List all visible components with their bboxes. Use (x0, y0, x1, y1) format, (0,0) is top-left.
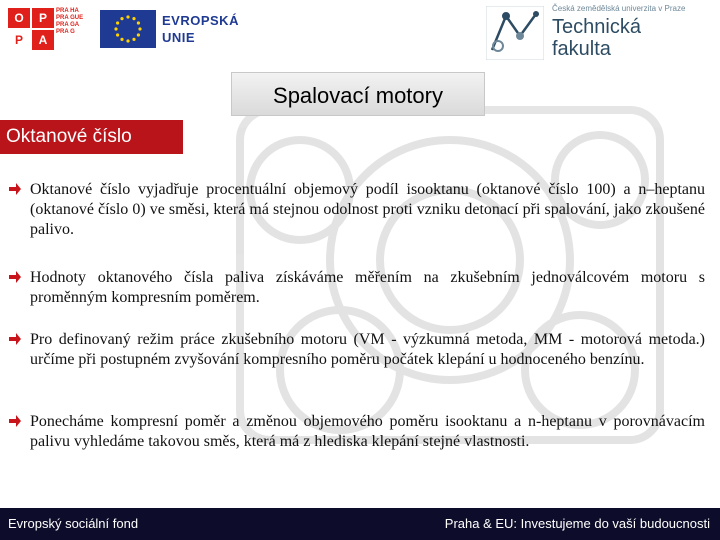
praha-row: PRA G (56, 29, 75, 35)
eu-flag-icon (100, 10, 156, 48)
faculty-name-line: fakulta (552, 38, 611, 60)
eu-label-line: EVROPSKÁ (162, 13, 239, 28)
arrow-bullet-icon (8, 414, 22, 428)
bullet-text: Hodnoty oktanového čísla paliva získáváme měřením na zkušebním jednoválcovém motoru s proměnným kompresním poměrem. (30, 269, 705, 306)
faculty-logo-icon (486, 6, 544, 60)
opp-letter: P (8, 30, 30, 50)
faculty-name (552, 16, 641, 60)
eu-label (162, 12, 239, 46)
eu-label-line: UNIE (162, 30, 196, 45)
section-heading: Oktanové číslo (6, 126, 132, 147)
arrow-bullet-icon (8, 182, 22, 196)
section-heading-box (0, 120, 183, 154)
footer-right-text: Praha & EU: Investujeme do vaší budoucnosti (444, 516, 710, 531)
opp-letter: P (32, 8, 54, 28)
praha-row: PRA GA (56, 22, 80, 28)
faculty-name-line: Technická (552, 16, 641, 38)
footer-bar (0, 508, 720, 540)
praha-logo (56, 8, 96, 50)
title-box (231, 72, 485, 116)
praha-row: PRA GUE (56, 15, 84, 21)
arrow-bullet-icon (8, 332, 22, 346)
header-bar (0, 0, 720, 70)
bullet-text: Ponecháme kompresní poměr a změnou objemového poměru isooktanu a n-heptanu v porovnávacím palivu vyhledáme takovou směs, která má z hlediska klepání stejné vlastnosti. (30, 413, 705, 450)
arrow-bullet-icon (8, 270, 22, 284)
slide-title: Spalovací motory (273, 83, 443, 108)
praha-row: PRA HA (56, 8, 79, 14)
opp-letter: O (8, 8, 30, 28)
university-name: Česká zemědělská univerzita v Praze (552, 4, 686, 13)
bullet-text: Oktanové číslo vyjadřuje procentuální objemový podíl isooktanu (oktanové číslo 100) a n–heptanu (oktanové číslo 0) ve směsi, která má stejnou odolnost proti vzniku detonací při spalování, jako zkoušené palivo. (30, 181, 705, 238)
footer-left-text: Evropský sociální fond (8, 516, 139, 531)
opp-letter: A (32, 30, 54, 50)
bullet-text: Pro definovaný režim práce zkušebního motoru (VM - výzkumná metoda, MM - motorová metoda.) určíme při postupném zvyšování kompresního poměru počátek klepání u hodnoceného benzínu. (30, 331, 705, 368)
